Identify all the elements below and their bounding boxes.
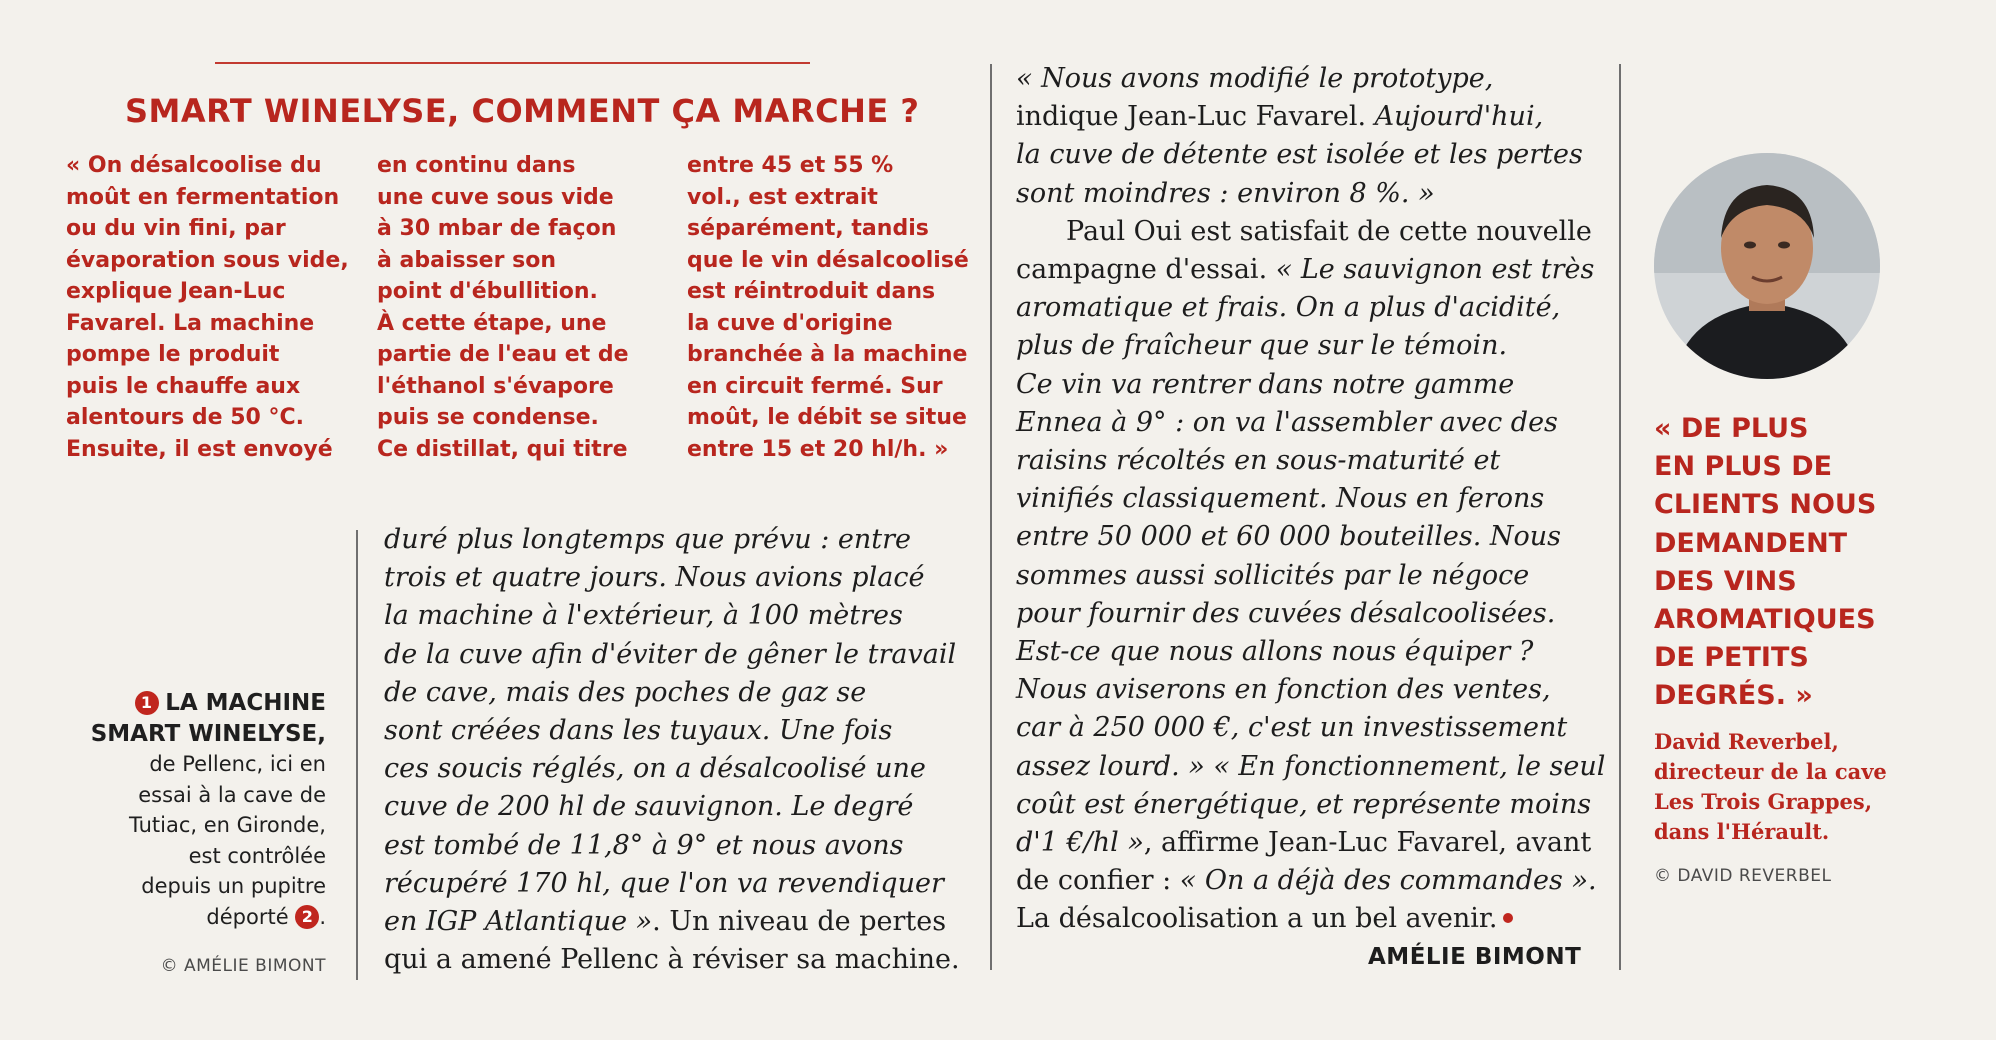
text-line: vinifiés classiquement. Nous en ferons [1016, 483, 1545, 515]
photo-caption [91, 688, 326, 932]
box-line: en continu dans [377, 153, 576, 178]
box-line: la cuve d'origine [687, 310, 893, 336]
photo-credit-amelie: © AMÉLIE BIMONT [160, 956, 326, 976]
box-line: À cette étape, une [377, 310, 607, 336]
quote-line: DEMANDENT [1654, 527, 1848, 559]
box-line: alentours de 50 °C. [66, 405, 304, 430]
text-line: récupéré 170 hl, que l'on va revendiquer [384, 867, 944, 899]
box-line: branchée à la machine [687, 342, 968, 367]
text-line: cuve de 200 hl de sauvignon. Le degré [384, 791, 914, 823]
caption-line: depuis un pupitre [141, 874, 326, 898]
text-line: en IGP Atlantique ». Un niveau de pertes [384, 906, 947, 938]
text-line: La désalcoolisation a un bel avenir. [1016, 900, 1605, 938]
box-line: partie de l'eau et de [377, 342, 629, 367]
right-text-column [1016, 60, 1605, 939]
box-line: puis le chauffe aux [66, 373, 301, 399]
text-line: raisins récoltés en sous-maturité et [1016, 445, 1501, 477]
text-line: « Nous avons modifié le prototype, [1016, 63, 1494, 94]
caption-line: de Pellenc, ici en [149, 752, 326, 776]
caption-title-line-2: SMART WINELYSE, [90, 720, 326, 747]
box-line: évaporation sous vide, [66, 247, 349, 273]
quote-line: EN PLUS DE [1654, 451, 1833, 483]
text-line: car à 250 000 €, c'est un investissement [1016, 712, 1568, 744]
box-line: « On désalcoolise du [66, 153, 322, 178]
text-line: plus de fraîcheur que sur le témoin. [1016, 330, 1508, 362]
caption-line: essai à la cave de [138, 782, 326, 807]
quote-line: CLIENTS NOUS [1654, 489, 1877, 521]
box-column-3 [687, 150, 969, 465]
text-line: qui a amené Pellenc à réviser sa machine. [384, 944, 960, 976]
quote-line: AROMATIQUES [1654, 604, 1876, 636]
box-line: moût en fermentation [66, 184, 340, 210]
text-line: coût est énergétique, et représente moins [1016, 788, 1592, 820]
text-line: d'1 €/hl », affirme Jean-Luc Favarel, avant [1016, 827, 1592, 859]
text-line: Ennea à 9° : on va l'assembler avec des [1016, 406, 1558, 438]
box-line: point d'ébullition. [377, 279, 598, 304]
caption-line: est contrôlée [188, 843, 326, 868]
text-line: campagne d'essai. « Le sauvignon est très [1016, 254, 1595, 286]
box-line: séparément, tandis [687, 216, 929, 241]
box-line: en circuit fermé. Sur [687, 373, 943, 399]
box-line: une cuve sous vide [377, 184, 614, 210]
box-line: explique Jean-Luc [66, 279, 286, 304]
attribution-line: dans l'Hérault. [1654, 819, 1830, 844]
text-line: de confier : « On a déjà des commandes ». [1016, 865, 1597, 897]
text-line: de cave, mais des poches de gaz se [384, 676, 867, 708]
quote-line: DES VINS [1654, 565, 1797, 597]
box-top-rule [215, 62, 810, 64]
text-line: sommes aussi sollicités par le négoce [1016, 559, 1530, 591]
text-line: Paul Oui est satisfait de cette nouvelle [1066, 215, 1592, 247]
end-bullet-icon [1503, 913, 1513, 923]
quote-line: DE PETITS [1654, 642, 1809, 674]
figure-reference-badge: 2 [295, 905, 319, 929]
text-line: pour fournir des cuvées désalcoolisées. [1016, 597, 1556, 629]
box-line: puis se condense. [377, 405, 599, 430]
text-line: trois et quatre jours. Nous avions placé [384, 562, 925, 594]
text-line: aromatique et frais. On a plus d'acidité, [1016, 292, 1561, 324]
box-column-1 [66, 150, 349, 465]
column-divider-left [356, 530, 358, 980]
attribution-line: David Reverbel, [1654, 729, 1839, 754]
text-line: Ce vin va rentrer dans notre gamme [1016, 368, 1515, 400]
box-title: SMART WINELYSE, COMMENT ÇA MARCHE ? [125, 92, 920, 130]
box-line: l'éthanol s'évapore [377, 373, 614, 399]
box-line: Ensuite, il est envoyé [66, 436, 333, 462]
box-line: Ce distillat, qui titre [377, 436, 628, 462]
attribution-line: directeur de la cave [1654, 759, 1887, 784]
box-line: à abaisser son [377, 247, 556, 273]
box-line: Favarel. La machine [66, 310, 315, 336]
box-column-2 [377, 150, 629, 465]
attribution-line: Les Trois Grappes, [1654, 789, 1873, 814]
text-line: sont moindres : environ 8 %. » [1016, 177, 1435, 209]
caption-line: Tutiac, en Gironde, [128, 813, 326, 837]
text-line: Nous aviserons en fonction des ventes, [1016, 674, 1551, 706]
text-line: Est-ce que nous allons nous équiper ? [1016, 636, 1534, 668]
text-line: assez lourd. » « En fonctionnement, le seul [1016, 750, 1606, 782]
box-line: entre 45 et 55 % [687, 153, 894, 178]
text-line: la cuve de détente est isolée et les pertes [1016, 139, 1583, 171]
box-line: vol., est extrait [687, 184, 878, 210]
portrait-image [1654, 153, 1880, 379]
quote-attribution [1654, 727, 1887, 847]
box-line: est réintroduit dans [687, 279, 936, 304]
caption-title [91, 688, 326, 719]
text-line: est tombé de 11,8° à 9° et nous avons [384, 829, 904, 861]
quote-line: DEGRÉS. » [1654, 680, 1813, 712]
column-divider-right [1619, 64, 1621, 970]
text-line: sont créées dans les tuyaux. Une fois [384, 715, 893, 747]
text-line: la machine à l'extérieur, à 100 mètres [384, 600, 903, 632]
text-line: entre 50 000 et 60 000 bouteilles. Nous [1016, 521, 1561, 553]
portrait-photo [1654, 153, 1880, 379]
text-line: de la cuve afin d'éviter de gêner le travail [384, 638, 957, 670]
caption-title-line-1: LA MACHINE [165, 690, 326, 716]
text-line: duré plus longtemps que prévu : entre [384, 524, 912, 555]
text-line: ces soucis réglés, on a désalcoolisé une [384, 753, 926, 785]
pull-quote [1654, 410, 1876, 716]
column-divider-center [990, 64, 992, 970]
caption-last-line: déporté 2 . [206, 904, 326, 929]
box-line: ou du vin fini, par [66, 216, 286, 241]
figure-number-badge: 1 [135, 691, 159, 715]
author-signature: AMÉLIE BIMONT [1368, 944, 1582, 970]
photo-credit-reverbel: © DAVID REVERBEL [1654, 866, 1832, 886]
quote-line: « DE PLUS [1654, 413, 1809, 444]
box-line: que le vin désalcoolisé [687, 247, 969, 273]
box-line: moût, le débit se situe [687, 405, 967, 430]
middle-text-column [384, 521, 960, 979]
box-line: pompe le produit [66, 342, 280, 367]
text-line: indique Jean-Luc Favarel. Aujourd'hui, [1016, 101, 1544, 133]
box-line: entre 15 et 20 hl/h. » [687, 436, 949, 462]
box-line: à 30 mbar de façon [377, 216, 617, 241]
